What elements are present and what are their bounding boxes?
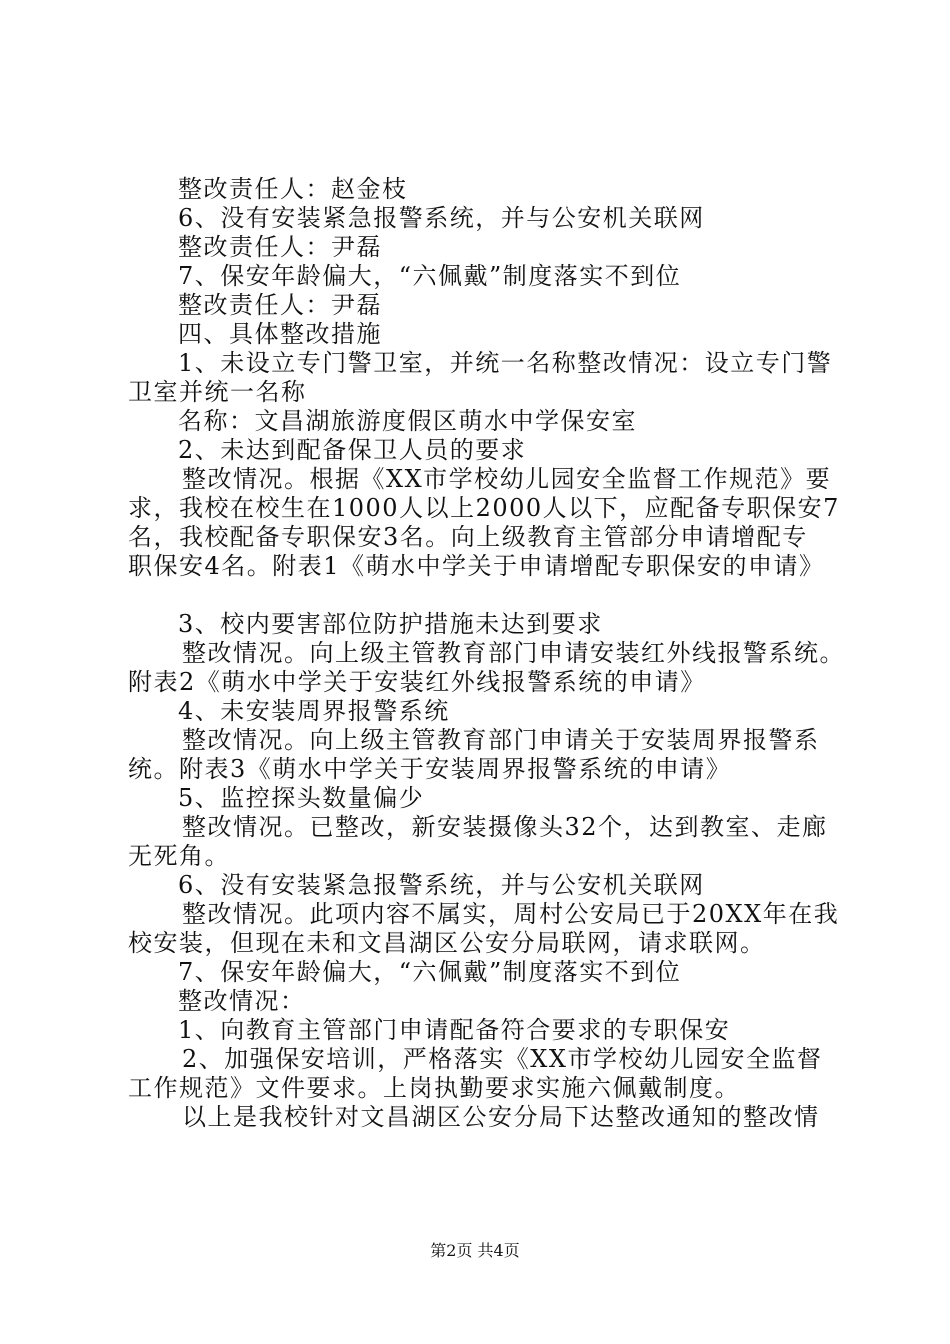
text-line: 整改责任人：赵金枝 [178, 175, 408, 203]
text-line: 4、未安装周界报警系统 [178, 697, 450, 725]
text-line: 2、未达到配备保卫人员的要求 [178, 436, 527, 464]
text-line: 附表2《萌水中学关于安装红外线报警系统的申请》 [128, 668, 706, 696]
text-line: 校安装，但现在未和文昌湖区公安分局联网，请求联网。 [128, 929, 766, 957]
text-line: 整改情况。根据《XX市学校幼儿园安全监督工作规范》要 [182, 465, 832, 493]
text-line: 整改情况。已整改，新安装摄像头32个，达到教室、走廊 [182, 813, 828, 841]
text-line: 6、没有安装紧急报警系统，并与公安机关联网 [178, 871, 705, 899]
text-line: 整改情况。此项内容不属实，周村公安局已于20XX年在我 [182, 900, 840, 928]
text-line: 整改责任人：尹磊 [178, 233, 382, 261]
document-body [128, 175, 848, 1132]
text-line: 3、校内要害部位防护措施未达到要求 [178, 610, 603, 638]
text-line: 无死角。 [128, 842, 230, 870]
text-line: 整改情况。向上级主管教育部门申请关于安装周界报警系 [182, 726, 820, 754]
text-line: 整改责任人：尹磊 [178, 291, 382, 319]
text-line: 求，我校在校生在1000人以上2000人以下，应配备专职保安7 [128, 494, 840, 522]
text-line: 7、保安年龄偏大，“六佩戴”制度落实不到位 [178, 958, 682, 986]
text-line: 7、保安年龄偏大，“六佩戴”制度落实不到位 [178, 262, 682, 290]
text-line: 名，我校配备专职保安3名。向上级教育主管部分申请增配专 [128, 523, 808, 551]
text-line: 1、向教育主管部门申请配备符合要求的专职保安 [178, 1016, 731, 1044]
text-line: 2、加强保安培训，严格落实《XX市学校幼儿园安全监督 [182, 1045, 823, 1073]
text-line: 6、没有安装紧急报警系统，并与公安机关联网 [178, 204, 705, 232]
blank-line [128, 581, 848, 610]
text-line: 整改情况。向上级主管教育部门申请安装红外线报警系统。 [182, 639, 845, 667]
text-line: 以上是我校针对文昌湖区公安分局下达整改通知的整改情 [182, 1103, 820, 1131]
section-heading: 四、具体整改措施 [178, 320, 382, 348]
text-line: 卫室并统一名称 [128, 378, 307, 406]
text-line: 工作规范》文件要求。上岗执勤要求实施六佩戴制度。 [128, 1074, 740, 1102]
text-line: 职保安4名。附表1《萌水中学关于申请增配专职保安的申请》 [128, 552, 825, 580]
page-footer: 第2页 共4页 [430, 1241, 520, 1260]
text-line: 5、监控探头数量偏少 [178, 784, 425, 812]
text-line: 整改情况： [178, 987, 306, 1015]
text-line: 统。附表3《萌水中学关于安装周界报警系统的申请》 [128, 755, 732, 783]
text-line: 名称：文昌湖旅游度假区萌水中学保安室 [178, 407, 637, 435]
text-line: 1、未设立专门警卫室，并统一名称整改情况：设立专门警 [178, 349, 833, 377]
